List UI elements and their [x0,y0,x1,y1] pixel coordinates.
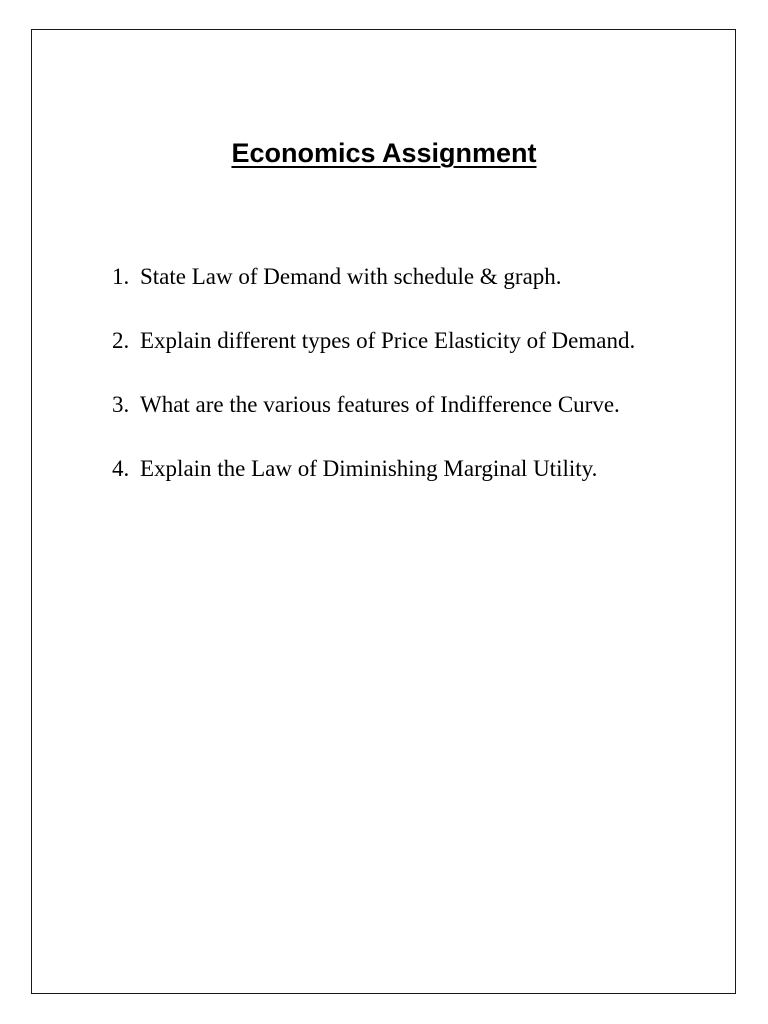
question-number: 1. [112,264,130,289]
question-item [112,452,672,485]
question-number: 3. [112,392,130,417]
question-list [112,260,672,516]
title-text: Economics Assignment [231,138,537,168]
question-text: What are the various features of Indifference Curve. [140,392,620,417]
question-item [112,324,672,357]
question-text: Explain the Law of Diminishing Marginal Utility. [140,456,598,481]
page-title [0,136,768,170]
question-text: Explain different types of Price Elasticity of Demand. [140,328,636,353]
question-item [112,260,672,293]
question-item [112,388,672,421]
question-number: 4. [112,456,130,481]
question-text: State Law of Demand with schedule & graph. [140,264,562,289]
question-number: 2. [112,328,130,353]
